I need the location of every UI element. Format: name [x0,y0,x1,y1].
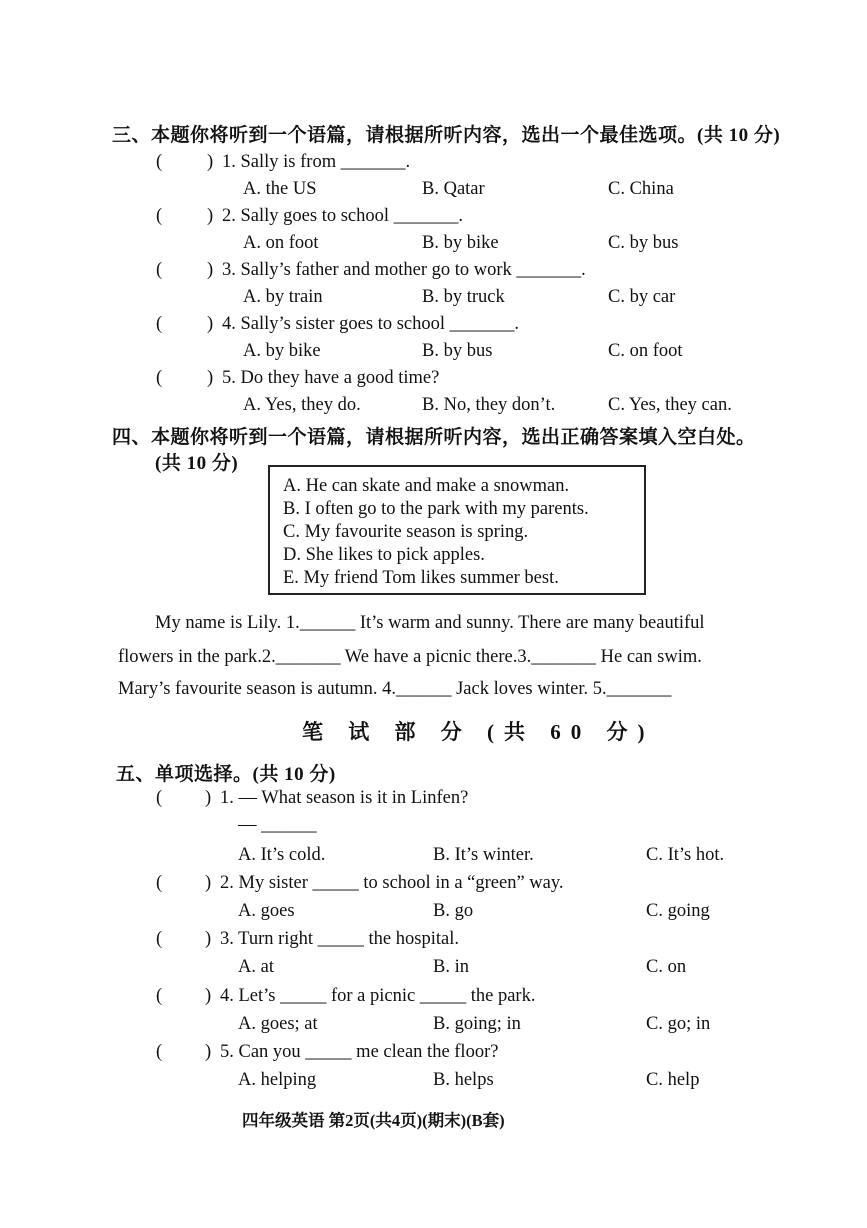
option-a: A. Yes, they do. [243,395,361,415]
option-c: C. Yes, they can. [608,395,732,415]
box-option-c: C. My favourite season is spring. [283,522,529,542]
answer-paren-open: ( [156,152,163,172]
answer-options-box [268,465,646,595]
question-stem: 5. Can you _____ me clean the floor? [220,1042,499,1062]
answer-paren-close: ) [205,788,212,808]
answer-paren-open: ( [156,314,163,334]
answer-paren-open: ( [156,873,163,893]
section-3-heading: 三、本题你将听到一个语篇，请根据所听内容，选出一个最佳选项。(共 10 分) [112,125,781,146]
option-c: C. by car [608,287,676,307]
box-option-a: A. He can skate and make a snowman. [283,476,570,496]
option-b: B. go [433,901,474,921]
option-c: C. help [646,1070,700,1090]
option-a: A. It’s cold. [238,845,326,865]
question-stem: 2. My sister _____ to school in a “green” way. [220,873,564,893]
option-b: B. It’s winter. [433,845,534,865]
answer-paren-close: ) [207,206,214,226]
option-c: C. China [608,179,674,199]
question-stem: 4. Let’s _____ for a picnic _____ the park. [220,986,536,1006]
answer-paren-close: ) [205,873,212,893]
section-4-score: (共 10 分) [155,453,239,474]
question-stem: 3. Sally’s father and mother go to work _______. [222,260,586,280]
answer-paren-close: ) [205,986,212,1006]
answer-paren-open: ( [156,206,163,226]
section-5-heading: 五、单项选择。(共 10 分) [116,764,336,785]
question-stem: 2. Sally goes to school _______. [222,206,464,226]
question-stem: 4. Sally’s sister goes to school _______. [222,314,520,334]
option-c: C. It’s hot. [646,845,725,865]
answer-paren-close: ) [207,152,214,172]
option-a: A. the US [243,179,317,199]
passage-line-3: Mary’s favourite season is autumn. 4.______ Jack loves winter. 5._______ [118,679,672,699]
option-c: C. on foot [608,341,683,361]
written-part-title: 笔 试 部 分 (共 60 分) [302,720,655,744]
answer-paren-close: ) [207,260,214,280]
box-option-d: D. She likes to pick apples. [283,545,485,565]
option-c: C. go; in [646,1014,711,1034]
option-c: C. going [646,901,710,921]
question-stem: 5. Do they have a good time? [222,368,440,388]
passage-line-2: flowers in the park.2._______ We have a picnic there.3._______ He can swim. [118,647,702,667]
option-b: B. helps [433,1070,494,1090]
box-option-e: E. My friend Tom likes summer best. [283,568,559,588]
option-c: C. by bus [608,233,679,253]
question-stem: 1. Sally is from _______. [222,152,411,172]
option-b: B. in [433,957,469,977]
answer-paren-close: ) [205,929,212,949]
answer-paren-open: ( [156,929,163,949]
option-a: A. on foot [243,233,319,253]
option-a: A. by train [243,287,323,307]
question-stem: 3. Turn right _____ the hospital. [220,929,459,949]
option-a: A. at [238,957,274,977]
answer-paren-close: ) [205,1042,212,1062]
question-stem: 1. — What season is it in Linfen? [220,788,469,808]
option-a: A. goes [238,901,295,921]
option-b: B. by truck [422,287,505,307]
option-b: B. going; in [433,1014,521,1034]
answer-paren-open: ( [156,986,163,1006]
box-option-b: B. I often go to the park with my parents. [283,499,589,519]
answer-paren-open: ( [156,260,163,280]
answer-paren-close: ) [207,368,214,388]
option-a: A. by bike [243,341,321,361]
answer-paren-open: ( [156,368,163,388]
option-a: A. goes; at [238,1014,318,1034]
answer-paren-open: ( [156,1042,163,1062]
question-response-line: — ______ [238,815,317,835]
option-b: B. Qatar [422,179,485,199]
option-b: B. by bike [422,233,499,253]
option-c: C. on [646,957,687,977]
answer-paren-open: ( [156,788,163,808]
option-a: A. helping [238,1070,317,1090]
answer-paren-close: ) [207,314,214,334]
option-b: B. by bus [422,341,493,361]
passage-line-1: My name is Lily. 1.______ It’s warm and sunny. There are many beautiful [155,613,705,633]
option-b: B. No, they don’t. [422,395,556,415]
page-footer: 四年级英语 第2页(共4页)(期末)(B套) [242,1111,505,1130]
section-4-heading: 四、本题你将听到一个语篇，请根据所听内容，选出正确答案填入空白处。 [112,427,756,448]
